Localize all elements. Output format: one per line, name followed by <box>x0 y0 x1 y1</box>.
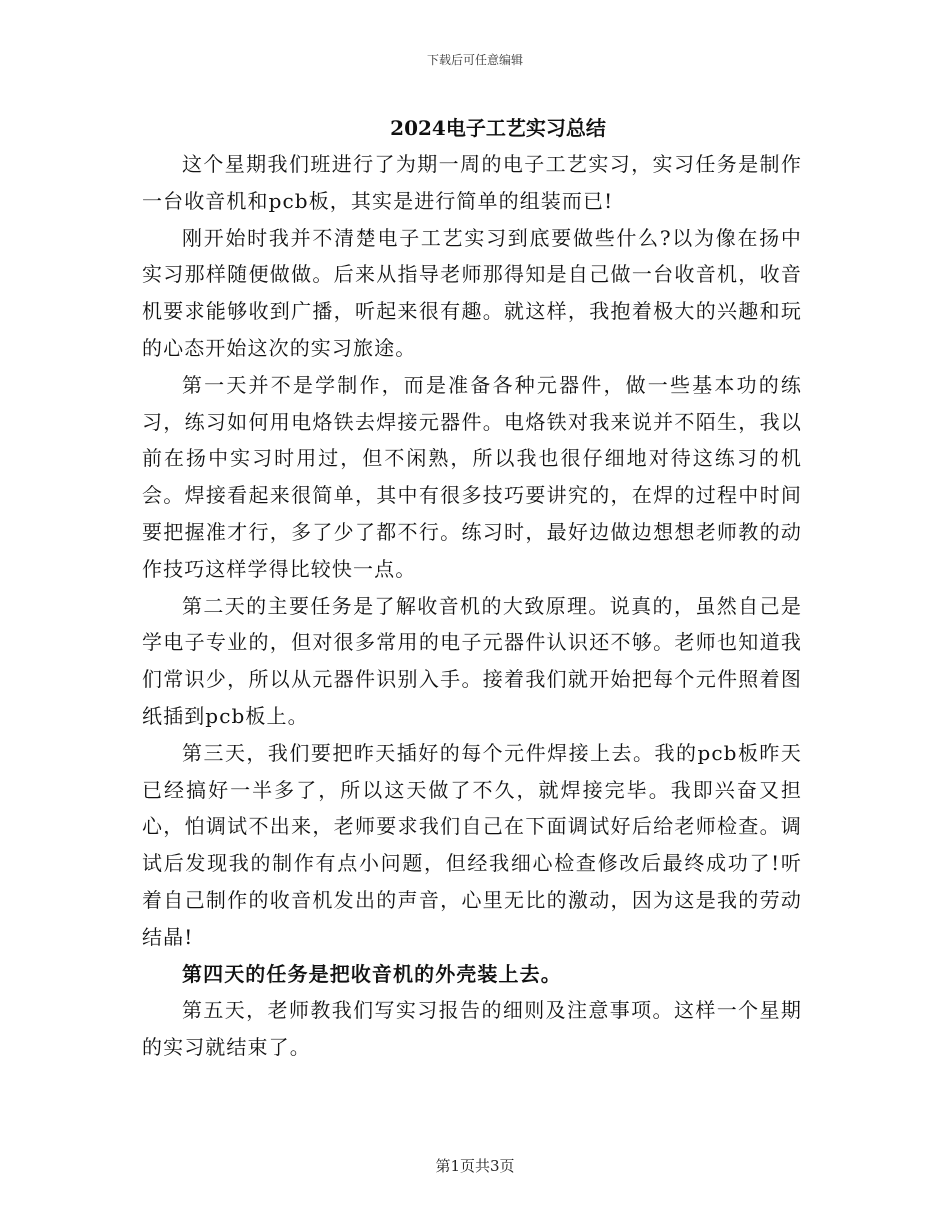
paragraph-day-three: 第三天，我们要把昨天插好的每个元件焊接上去。我的pcb板昨天已经搞好一半多了，所以这天做了不久，就焊接完毕。我即兴奋又担心，怕调试不出来，老师要求我们自己在下面调试好后给老师检查。调试后发现我的制作有点小问题，但经我细心检查修改后最终成功了!听着自己制作的收音机发出的声音，心里无比的激动，因为这是我的劳动结晶! <box>142 740 802 949</box>
page-header-note: 下载后可任意编辑 <box>426 53 523 67</box>
document-body <box>142 146 802 1066</box>
paragraph-day-one: 第一天并不是学制作，而是准备各种元器件，做一些基本功的练习，练习如何用电烙铁去焊接元器件。电烙铁对我来说并不陌生，我以前在扬中实习时用过，但不闲熟，所以我也很仔细地对待这练习的机会。焊接看起来很简单，其中有很多技巧要讲究的，在焊的过程中时间要把握准才行，多了少了都不行。练习时，最好边做边想想老师教的动作技巧这样学得比较快一点。 <box>142 372 802 581</box>
page-number: 第1页共3页 <box>435 1157 515 1175</box>
paragraph-intro: 这个星期我们班进行了为期一周的电子工艺实习，实习任务是制作一台收音机和pcb板，其实是进行简单的组装而已! <box>142 152 802 213</box>
paragraph-day-five: 第五天，老师教我们写实习报告的细则及注意事项。这样一个星期的实习就结束了。 <box>142 998 802 1060</box>
paragraph-day-two: 第二天的主要任务是了解收音机的大致原理。说真的，虽然自己是学电子专业的，但对很多常用的电子元器件认识还不够。老师也知道我们常识少，所以从元器件识别入手。接着我们就开始把每个元件照着图纸插到pcb板上。 <box>142 593 802 728</box>
paragraph-day-four: 第四天的任务是把收音机的外壳装上去。 <box>182 961 562 986</box>
paragraph-beginning: 刚开始时我并不清楚电子工艺实习到底要做些什么?以为像在扬中实习那样随便做做。后来从指导老师那得知是自己做一台收音机，收音机要求能够收到广播，听起来很有趣。就这样，我抱着极大的兴趣和玩的心态开始这次的实习旅途。 <box>142 225 802 360</box>
document-title: 2024电子工艺实习总结 <box>390 116 606 140</box>
